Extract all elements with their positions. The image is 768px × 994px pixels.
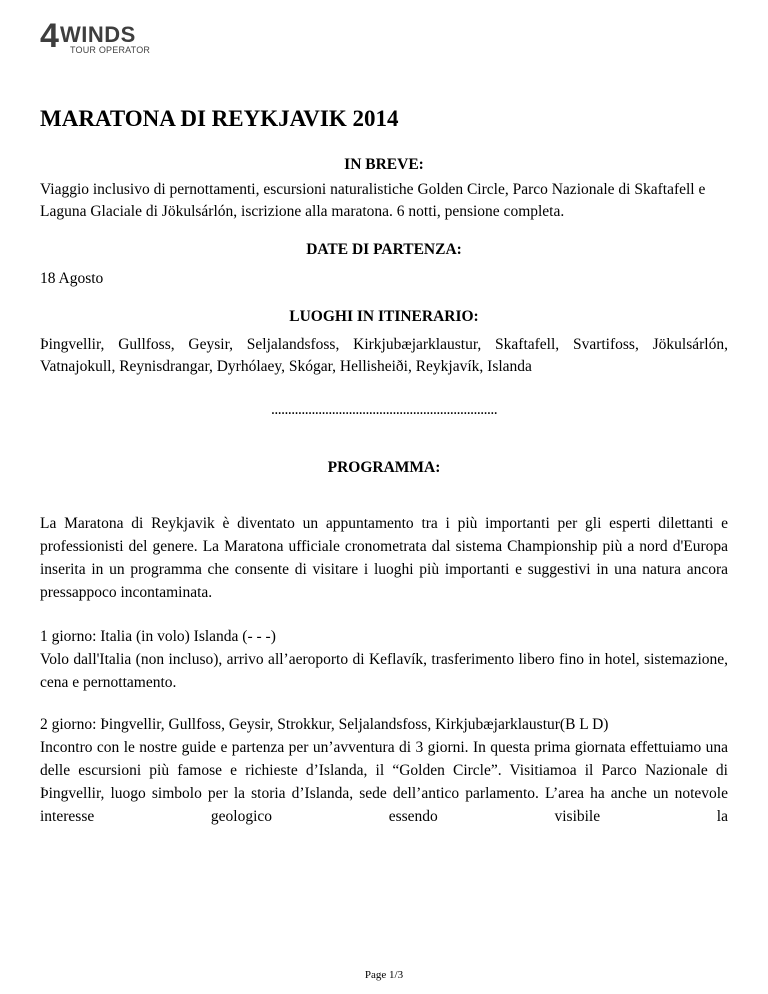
company-logo [40,17,200,58]
day2-title: 2 giorno: Þingvellir, Gullfoss, Geysir, Strokkur, Seljalandsfoss, Kirkjubæjarklaustur(B L D) [40,716,609,733]
heading-date-partenza: DATE DI PARTENZA: [306,241,462,258]
logo-subtitle: TOUR OPERATOR [70,45,151,55]
page-number: Page 1/3 [364,969,404,981]
dotted-separator: ................................................................... [270,401,498,418]
text-programma-intro: La Maratona di Reykjavik è diventato un appuntamento tra i più importanti per gli esperti dilettanti e professionisti del genere. La Maratona ufficiale cronometrata dal sistema Championship più a nord d'Europa inserita in un programma che consente di visitare i luoghi più importanti e suggestivi in una natura ancora pressappoco incontaminata. [40,515,728,601]
day1-text: Volo dall'Italia (non incluso), arrivo all’aeroporto di Keflavík, trasferimento libero fino in hotel, sistemazione, cena e pernottamento. [40,651,728,691]
text-luoghi: Þingvellir, Gullfoss, Geysir, Seljalandsfoss, Kirkjubæjarklaustur, Skaftafell, Svartifoss, Jökulsárlón, Vatnajokull, Reynisdrangar, Dyrhólaey, Skógar, Hellisheiði, Reykjavík, Islanda [40,336,728,375]
day1-title: 1 giorno: Italia (in volo) Islanda (- - -) [40,628,276,645]
logo-word: WINDS [60,22,136,47]
heading-luoghi: LUOGHI IN ITINERARIO: [289,308,479,325]
document-body [40,104,728,828]
logo-number: 4 [40,17,58,55]
day2-text: Incontro con le nostre guide e partenza per un’avventura di 3 giorni. In questa prima giornata effettuiamo una delle escursioni più famose e richieste d’Islanda, il “Golden Circle”. Visitiamoa il Parco Nazionale di Þingvellir, luogo simbolo per la storia d’Islanda, sede dell’antico parlamento. L’area ha anche un notevole interesse geologico essendo visibile la [40,739,728,825]
heading-in-breve: IN BREVE: [344,156,424,173]
text-date-partenza: 18 Agosto [40,270,104,287]
text-in-breve: Viaggio inclusivo di pernottamenti, escursioni naturalistiche Golden Circle, Parco Nazionale di Skaftafell e Laguna Glaciale di Jökulsárlón, iscrizione alla maratona. 6 notti, pensione completa. [40,181,706,220]
heading-programma: PROGRAMMA: [327,459,441,476]
page-title: MARATONA DI REYKJAVIK 2014 [40,106,399,131]
